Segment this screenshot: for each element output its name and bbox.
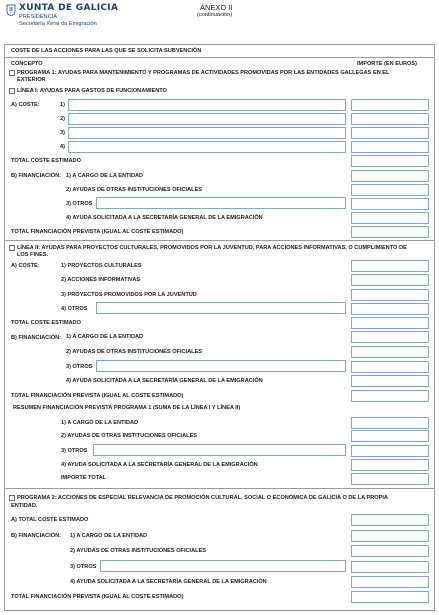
line1-cost-amount-2[interactable] <box>351 113 429 125</box>
line1-fin-amount-2[interactable] <box>351 184 429 196</box>
line1-fin-amount-4[interactable] <box>351 212 429 224</box>
line2-label-cont: LOS FINES. <box>17 252 49 258</box>
line1-cost-desc-2[interactable] <box>68 113 346 125</box>
program2-label-cont: ENTIDAD. <box>11 503 38 509</box>
line1-cost-desc-1[interactable] <box>68 99 346 111</box>
line1-fin-item-4: 4) AYUDA SOLICITADA A LA SECRETARÍA GENERAL DE LA EMIGRACIÓN <box>66 215 263 221</box>
line2-fin-amount-1[interactable] <box>351 331 429 343</box>
line1-cost-item-4: 4) <box>60 144 65 150</box>
line1-cost-item-3: 3) <box>60 130 65 136</box>
xunta-logo <box>6 3 16 15</box>
line1-cost-item-1: 1) <box>60 102 65 108</box>
line1-cost-amount-3[interactable] <box>351 127 429 139</box>
line2-cost-item-3: 3) PROYECTOS PROMOVIDOS POR LA JUVENTUD <box>61 292 197 298</box>
line2-cost-amount-3[interactable] <box>351 289 429 301</box>
org-name: XUNTA DE GALICIA <box>19 3 119 13</box>
col-concept: CONCEPTO <box>11 61 43 67</box>
program1-label: PROGRAMA 1: AYUDAS PARA MANTENIMIENTO Y PROGRAMAS DE ACTIVIDADES PROMOVIDAS POR LAS ENTIDADES GALLEGAS EN EL <box>17 70 390 76</box>
line2-financing-label: B) FINANCIACIÓN: <box>11 335 62 341</box>
summary-amount-1[interactable] <box>351 417 429 429</box>
line1-checkbox[interactable] <box>9 88 15 94</box>
program2-fin-amount-3[interactable] <box>351 561 429 573</box>
program2-label: PROGRAMA 2: ACCIONES DE ESPECIAL RELEVANCIA DE PROMOCIÓN CULTURAL, SOCIAL O ECONÓMICA DE GALICIA O DE LA PROPIA <box>17 495 388 501</box>
line2-fin-other-desc[interactable] <box>96 360 346 372</box>
line1-total-cost-field[interactable] <box>351 155 429 167</box>
line1-fin-item-2: 2) AYUDAS DE OTRAS INSTITUCIONES OFICIALES <box>66 187 203 193</box>
line2-cost-other-desc[interactable] <box>96 302 346 314</box>
program2-financing-label: B) FINANCIACIÓN: <box>11 533 62 539</box>
program2-fin-amount-1[interactable] <box>351 530 429 542</box>
line2-cost-amount-2[interactable] <box>351 274 429 286</box>
program2-fin-item-2: 2) AYUDAS DE OTRAS INSTITUCIONES OFICIALES <box>70 548 207 554</box>
program2-total-cost-label: A) TOTAL COSTE ESTIMADO <box>11 517 89 523</box>
summary-item-2: 2) AYUDAS DE OTRAS INSTITUCIONES OFICIALES <box>61 433 198 439</box>
line2-fin-amount-2[interactable] <box>351 346 429 358</box>
program2-fin-other-desc[interactable] <box>100 560 346 572</box>
annex-subtitle: (continuación) <box>197 12 233 18</box>
line2-fin-item-4: 4) AYUDA SOLICITADA A LA SECRETARÍA GENERAL DE LA EMIGRACIÓN <box>66 378 263 384</box>
dept-name: PRESIDENCIA <box>19 14 57 20</box>
col-amount: IMPORTE (EN EUROS) <box>357 61 417 67</box>
program2-fin-amount-2[interactable] <box>351 545 429 557</box>
line1-total-fin-label: TOTAL FINANCIACIÓN PREVISTA (IGUAL AL COSTE ESTIMADO) <box>11 229 184 235</box>
line1-fin-item-1: 1) A CARGO DE LA ENTIDAD <box>66 173 144 179</box>
line1-financing-label: B) FINANCIACIÓN: <box>11 173 62 179</box>
line1-cost-label: A) COSTE: <box>11 102 40 108</box>
summary-item-1: 1) A CARGO DE LA ENTIDAD <box>61 420 139 426</box>
line2-cost-amount-1[interactable] <box>351 260 429 272</box>
divider <box>4 57 435 58</box>
line2-checkbox[interactable] <box>9 245 15 251</box>
summary-amount-2[interactable] <box>351 430 429 442</box>
line2-cost-item-4: 4) OTROS <box>61 306 88 312</box>
line1-cost-item-2: 2) <box>60 116 65 122</box>
program2-total-cost-field[interactable] <box>351 514 429 526</box>
program2-total-fin-field[interactable] <box>351 591 429 603</box>
summary-total-label: IMPORTE TOTAL <box>61 475 107 481</box>
summary-item-4: 4) AYUDA SOLICITADA A LA SECRETARÍA GENERAL DE LA EMIGRACIÓN <box>61 462 258 468</box>
shield-icon <box>6 4 16 16</box>
line1-cost-desc-4[interactable] <box>68 141 346 153</box>
line1-cost-desc-3[interactable] <box>68 127 346 139</box>
program2-fin-item-1: 1) A CARGO DE LA ENTIDAD <box>70 533 148 539</box>
line1-cost-amount-1[interactable] <box>351 99 429 111</box>
line1-fin-item-3: 3) OTROS <box>66 201 93 207</box>
line2-total-cost-label: TOTAL COSTE ESTIMADO <box>11 320 81 326</box>
line1-fin-amount-1[interactable] <box>351 170 429 182</box>
line2-fin-item-3: 3) OTROS <box>66 364 93 370</box>
divider <box>4 488 435 489</box>
program2-checkbox[interactable] <box>9 495 15 501</box>
summary-item-3: 3) OTROS <box>61 448 88 454</box>
summary-title: RESUMEN FINANCIACIÓN PREVISTA PROGRAMA 1 (SUMA DE LA LÍNEA I Y LÍNEA II) <box>13 405 241 411</box>
program2-fin-item-4: 4) AYUDA SOLICITADA A LA SECRETARÍA GENERAL DE LA EMIGRACIÓN <box>70 579 267 585</box>
line2-cost-item-2: 2) ACCIONES INFORMATIVAS <box>61 277 141 283</box>
line2-total-fin-label: TOTAL FINANCIACIÓN PREVISTA (IGUAL AL COSTE ESTIMADO) <box>11 393 184 399</box>
line1-total-fin-field[interactable] <box>351 226 429 238</box>
program1-checkbox[interactable] <box>9 70 15 76</box>
summary-total-field[interactable] <box>351 473 429 485</box>
form-title: COSTE DE LAS ACCIONES PARA LAS QUE SE SOLICITA SUBVENCIÓN <box>11 48 202 54</box>
line2-total-cost-field[interactable] <box>351 317 429 329</box>
program2-fin-item-3: 3) OTROS <box>70 564 97 570</box>
line2-fin-item-1: 1) A CARGO DE LA ENTIDAD <box>66 334 144 340</box>
line2-fin-item-2: 2) AYUDAS DE OTRAS INSTITUCIONES OFICIALES <box>66 349 203 355</box>
sub-dept-name: Secretaría Xeral da Emigración <box>19 21 97 27</box>
line2-fin-amount-4[interactable] <box>351 375 429 387</box>
line1-total-cost-label: TOTAL COSTE ESTIMADO <box>11 158 81 164</box>
line2-total-fin-field[interactable] <box>351 390 429 402</box>
divider <box>4 240 435 241</box>
line2-cost-item-1: 1) PROYECTOS CULTURALES <box>61 263 142 269</box>
summary-other-desc[interactable] <box>93 444 346 456</box>
line1-fin-amount-3[interactable] <box>351 198 429 210</box>
line2-fin-amount-3[interactable] <box>351 361 429 373</box>
program2-total-fin-label: TOTAL FINANCIACIÓN PREVISTA (IGUAL AL COSTE ESTIMADO) <box>11 594 184 600</box>
line1-cost-amount-4[interactable] <box>351 141 429 153</box>
program1-label-cont: EXTERIOR <box>17 77 46 83</box>
line1-fin-other-desc[interactable] <box>96 197 346 209</box>
line2-cost-label: A) COSTE: <box>11 263 40 269</box>
summary-amount-4[interactable] <box>351 459 429 471</box>
line1-label: LÍNEA I: AYUDAS PARA GASTOS DE FUNCIONAMIENTO <box>17 88 167 94</box>
line2-cost-amount-4[interactable] <box>351 303 429 315</box>
summary-amount-3[interactable] <box>351 445 429 457</box>
line2-label: LÍNEA II: AYUDAS PARA PROYECTOS CULTURALES, PROMOVIDOS POR LA JUVENTUD, PARA ACCIONES INFORMATIVAS, O CUMPLIMIENTO DE <box>17 245 407 251</box>
program2-fin-amount-4[interactable] <box>351 576 429 588</box>
annex-title: ANEXO II <box>200 3 233 12</box>
